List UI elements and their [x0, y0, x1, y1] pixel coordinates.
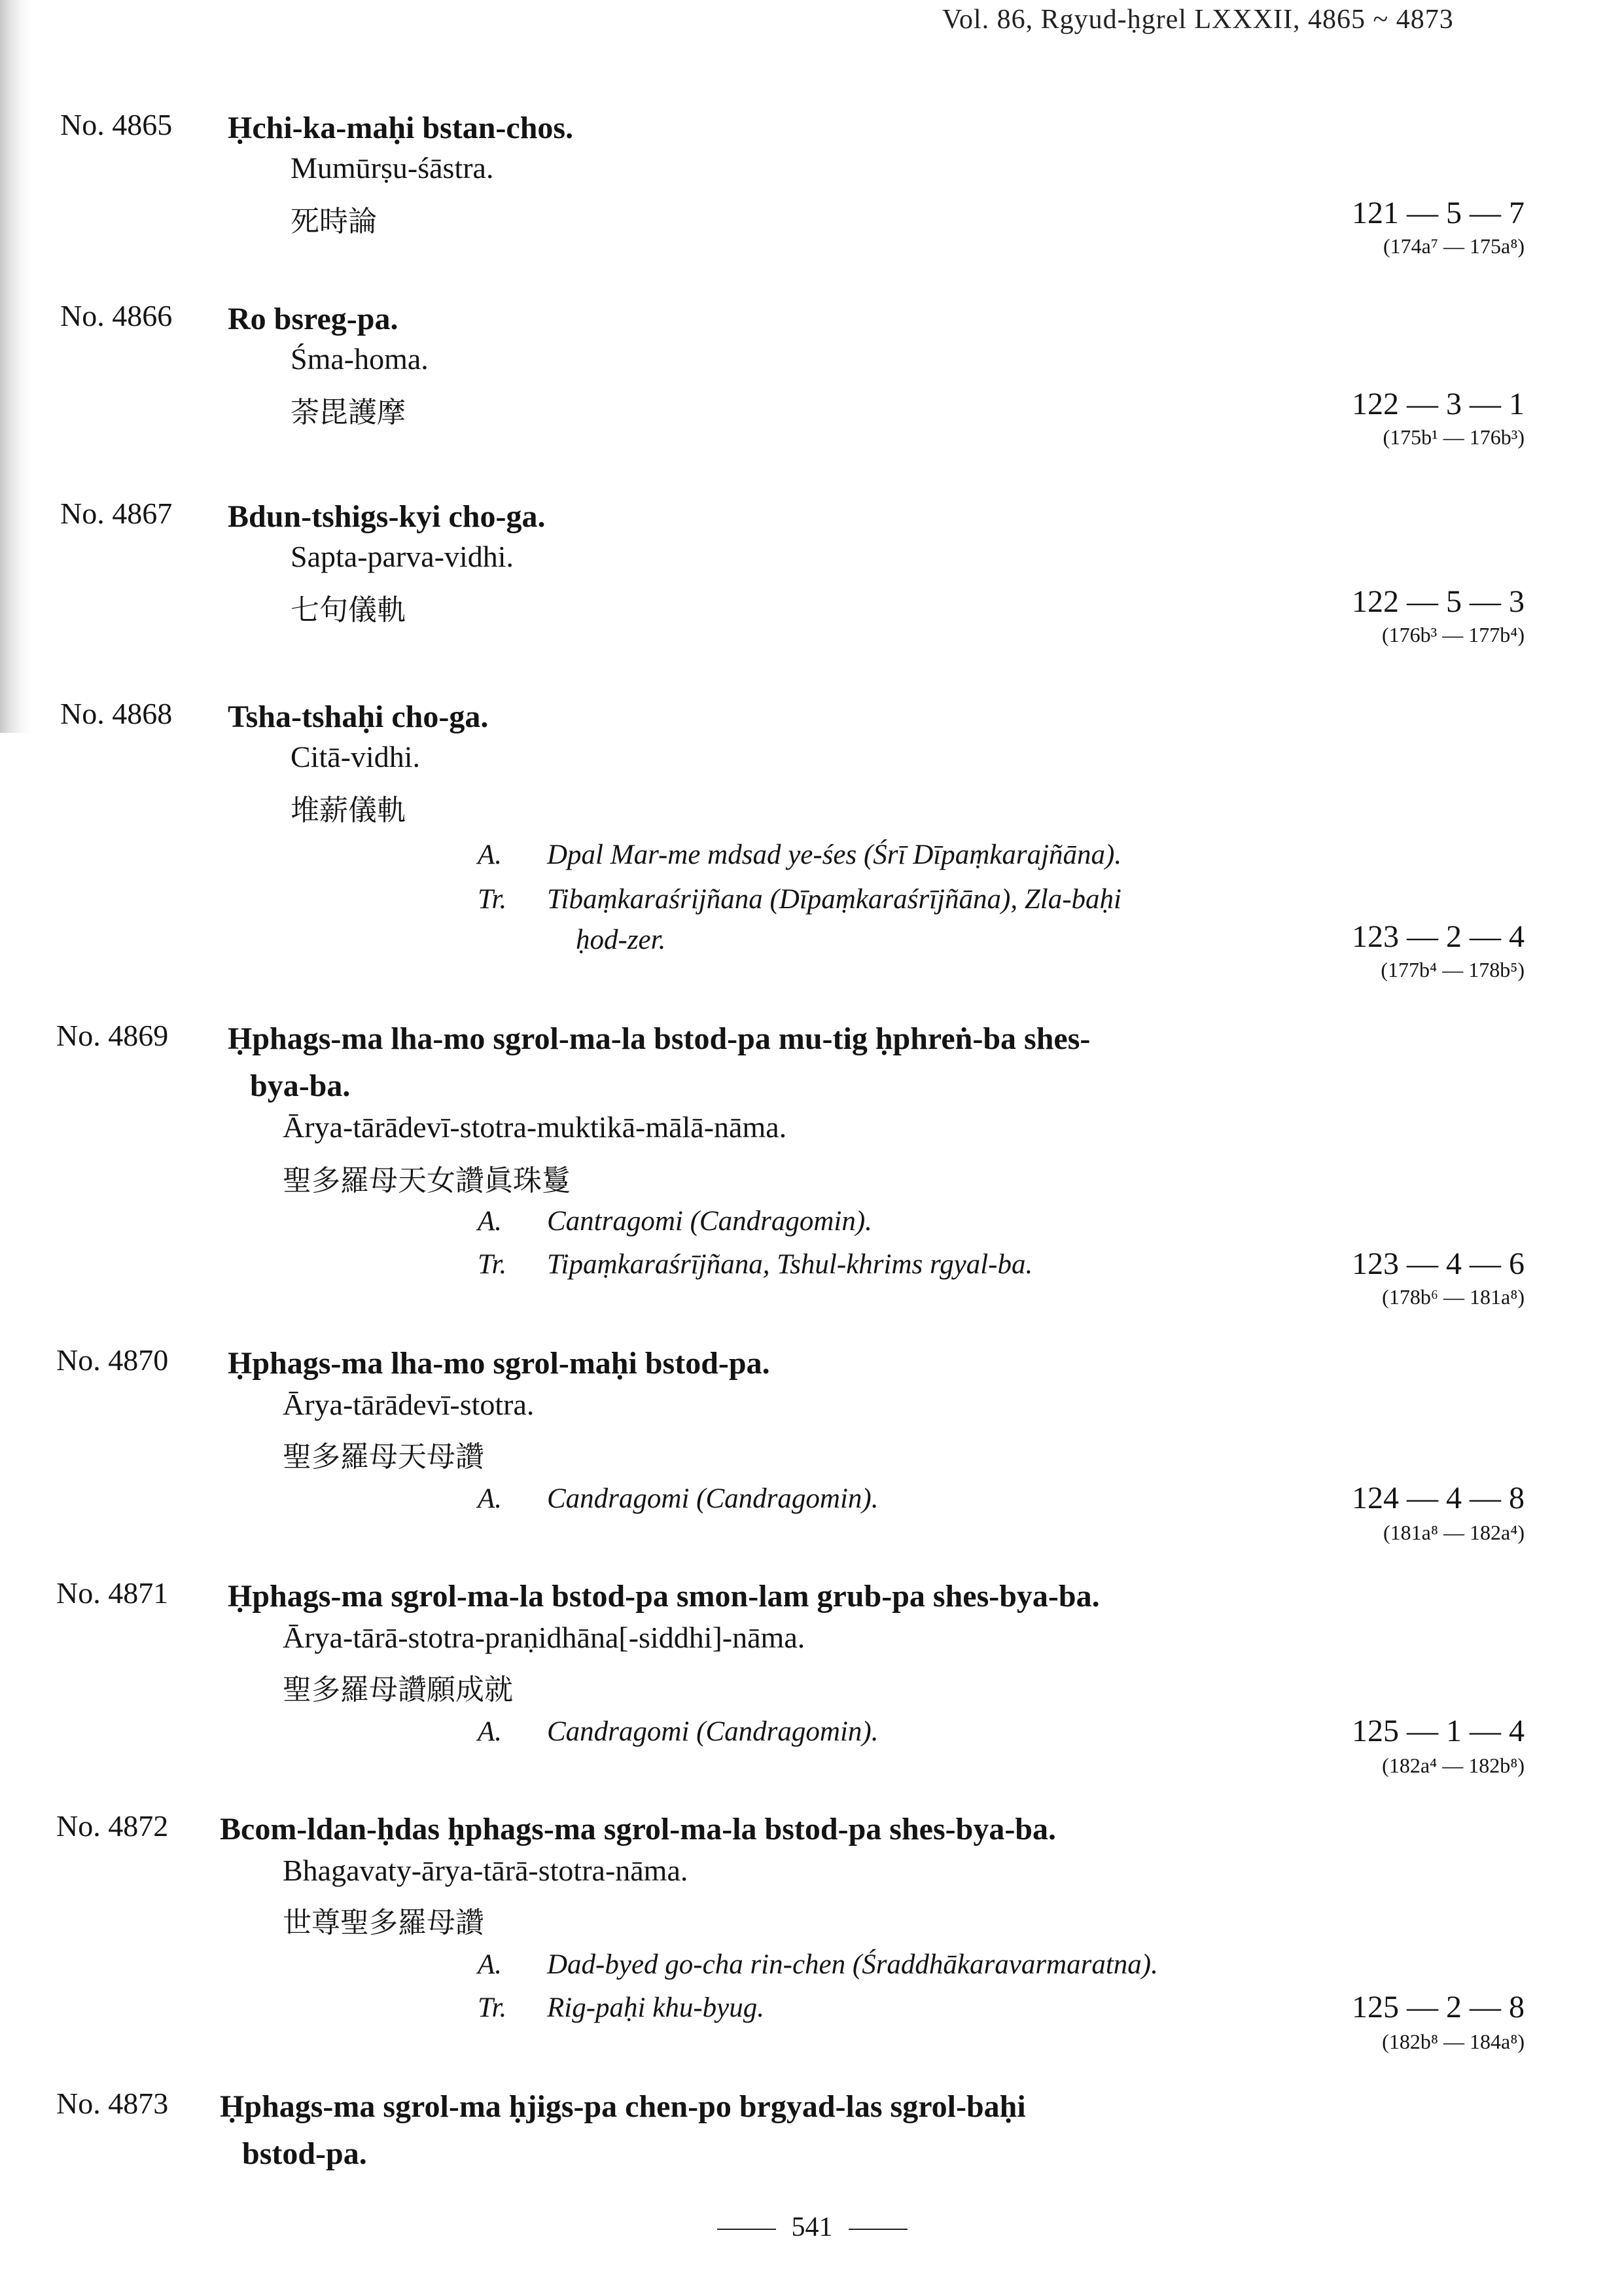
entry-number: No. 4872 — [56, 1809, 169, 1843]
author-name: Cantragomi (Candragomin). — [547, 1206, 872, 1237]
tibetan-title: Ḥchi-ka-maḥi bstan-chos. — [228, 111, 574, 145]
page-number-dash-right — [849, 2229, 908, 2230]
sanskrit-title: Mumūrṣu-śāstra. — [291, 151, 494, 185]
sanskrit-title: Śma-homa. — [291, 342, 429, 376]
location-ref: 124 — 4 — 8 — [1352, 1481, 1525, 1515]
folio-range: (175b¹ — 176b³) — [1383, 425, 1525, 449]
author-name: Dpal Mar-me mdsad ye-śes (Śrī Dīpaṃkarajñāna). — [547, 839, 1122, 870]
sanskrit-title: Ārya-tārādevī-stotra. — [283, 1388, 535, 1421]
author-name: Candragomi (Candragomin). — [547, 1483, 879, 1514]
translator-name: Tipaṃkaraśrījñana, Tshul-khrims rgyal-ba. — [547, 1249, 1033, 1280]
entry-number: No. 4873 — [56, 2087, 169, 2120]
sanskrit-title: Citā-vidhi. — [291, 740, 421, 773]
author-label: A. — [478, 1949, 503, 1980]
chinese-title: 聖多羅母天母讚 — [283, 1440, 484, 1474]
tibetan-title-continued: bstod-pa. — [242, 2136, 367, 2171]
location-ref: 122 — 5 — 3 — [1352, 584, 1525, 619]
location-ref: 123 — 2 — 4 — [1352, 919, 1525, 954]
sanskrit-title: Ārya-tārādevī-stotra-muktikā-mālā-nāma. — [283, 1110, 787, 1144]
chinese-title: 聖多羅母天女讚眞珠鬘 — [283, 1164, 571, 1197]
location-ref: 121 — 5 — 7 — [1352, 196, 1525, 230]
running-header: Vol. 86, Rgyud-ḥgrel LXXXII, 4865 ~ 4873 — [942, 5, 1454, 35]
tibetan-title: Bcom-ldan-ḥdas ḥphags-ma sgrol-ma-la bstod-pa shes-bya-ba. — [220, 1812, 1056, 1846]
chinese-title: 荼毘護摩 — [291, 396, 406, 429]
location-ref: 125 — 2 — 8 — [1352, 1990, 1525, 2024]
author-label: A. — [478, 1483, 503, 1514]
folio-range: (174a⁷ — 175a⁸) — [1383, 234, 1525, 258]
author-name: Candragomi (Candragomin). — [547, 1716, 879, 1747]
entry-number: No. 4868 — [60, 697, 173, 730]
sanskrit-title: Sapta-parva-vidhi. — [291, 540, 514, 573]
sanskrit-title: Bhagavaty-ārya-tārā-stotra-nāma. — [283, 1854, 688, 1887]
chinese-title: 世尊聖多羅母讚 — [283, 1906, 484, 1939]
folio-range: (178b⁶ — 181a⁸) — [1382, 1285, 1525, 1309]
entry-number: No. 4866 — [60, 299, 173, 332]
author-label: A. — [478, 1716, 503, 1747]
folio-range: (181a⁸ — 182a⁴) — [1383, 1521, 1525, 1544]
chinese-title: 死時論 — [291, 205, 377, 238]
folio-range: (182a⁴ — 182b⁸) — [1382, 1754, 1525, 1777]
page-number-value: 541 — [791, 2212, 833, 2242]
entry-number: No. 4867 — [60, 497, 173, 530]
translator-name: Tibaṃkaraśrijñana (Dīpaṃkaraśrījñāna), Zla-baḥi — [547, 884, 1121, 915]
page-number — [0, 2212, 1624, 2243]
location-ref: 122 — 3 — 1 — [1352, 387, 1525, 421]
sanskrit-title: Ārya-tārā-stotra-praṇidhāna[-siddhi]-nāma. — [283, 1621, 805, 1654]
author-name: Dad-byed go-cha rin-chen (Śraddhākaravarmaratna). — [547, 1949, 1158, 1980]
translator-label: Tr. — [478, 884, 507, 915]
tibetan-title: Ḥphags-ma sgrol-ma-la bstod-pa smon-lam grub-pa shes-bya-ba. — [228, 1579, 1100, 1614]
author-label: A. — [478, 839, 503, 870]
location-ref: 123 — 4 — 6 — [1352, 1246, 1525, 1281]
translator-label: Tr. — [478, 1249, 507, 1280]
tibetan-title: Ḥphags-ma lha-mo sgrol-ma-la bstod-pa mu-tig ḥphreṅ-ba shes- bya-ba. — [228, 1016, 1307, 1110]
chinese-title: 聖多羅母讚願成就 — [283, 1673, 513, 1706]
entry-number: No. 4865 — [60, 108, 173, 141]
translator-label: Tr. — [478, 1992, 507, 2023]
page-number-dash-left — [717, 2229, 776, 2230]
chinese-title: 七句儀軌 — [291, 593, 406, 627]
tibetan-title: Ḥphags-ma sgrol-ma ḥjigs-pa chen-po brgyad-las sgrol-baḥi bstod-pa. — [220, 2083, 1299, 2178]
translator-name: Rig-paḥi khu-byug. — [547, 1992, 764, 2023]
entry-number: No. 4870 — [56, 1343, 169, 1377]
scan-edge-shadow — [0, 0, 31, 733]
tibetan-title-continued: bya-ba. — [250, 1069, 351, 1103]
location-ref: 125 — 1 — 4 — [1352, 1714, 1525, 1748]
entry-number: No. 4871 — [56, 1576, 169, 1610]
folio-range: (176b³ — 177b⁴) — [1381, 623, 1525, 646]
folio-range: (182b⁸ — 184a⁸) — [1382, 2030, 1525, 2053]
tibetan-title: Ro bsreg-pa. — [228, 302, 398, 336]
tibetan-title: Bdun-tshigs-kyi cho-ga. — [228, 499, 546, 534]
tibetan-title: Tsha-tshaḥi cho-ga. — [228, 699, 489, 734]
translator-name-continued: ḥod-zer. — [576, 925, 666, 955]
entry-number: No. 4869 — [56, 1019, 169, 1052]
tibetan-title: Ḥphags-ma lha-mo sgrol-maḥi bstod-pa. — [228, 1346, 770, 1381]
author-label: A. — [478, 1206, 503, 1237]
chinese-title: 堆薪儀軌 — [291, 794, 406, 827]
folio-range: (177b⁴ — 178b⁵) — [1381, 958, 1525, 981]
